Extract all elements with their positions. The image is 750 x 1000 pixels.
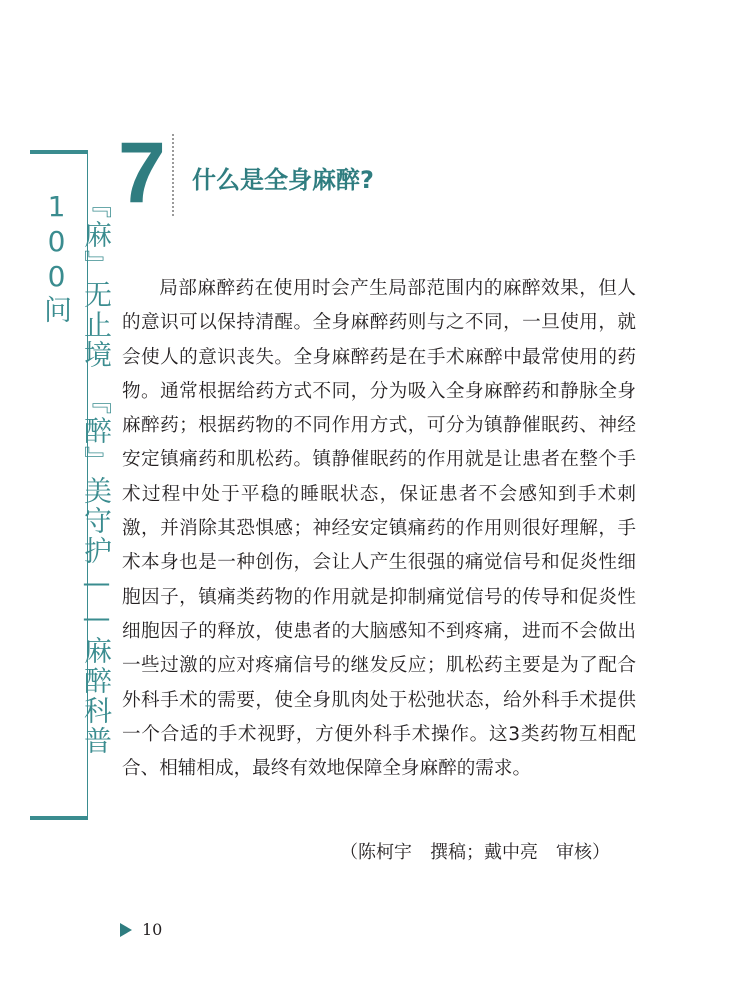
page-footer bbox=[120, 920, 162, 939]
page-number: 10 bbox=[142, 920, 163, 939]
spine-top-rule bbox=[30, 150, 88, 154]
body-paragraph: 局部麻醉药在使用时会产生局部范围内的麻醉效果，但人的意识可以保持清醒。全身麻醉药则与之不同，一旦使用，就会使人的意识丧失。全身麻醉药是在手术麻醉中最常使用的药物。通常根据给药方式不同，分为吸入全身麻醉药和静脉全身麻醉药；根据药物的不同作用方式，可分为镇静催眠药、神经安定镇痛药和肌松药。镇静催眠药的作用就是让患者在整个手术过程中处于平稳的睡眠状态，保证患者不会感知到手术刺激，并消除其恐惧感；神经安定镇痛药的作用则很好理解，手术本身也是一种创伤，会让人产生很强的痛觉信号和促炎性细胞因子，镇痛类药物的作用就是抑制痛觉信号的传导和促炎性细胞因子的释放，使患者的大脑感知不到疼痛，进而不会做出一些过激的应对疼痛信号的继发反应；肌松药主要是为了配合外科手术的需要，使全身肌肉处于松弛状态，给外科手术提供一个合适的手术视野，方便外科手术操作。这3类药物互相配合、相辅相成，最终有效地保障全身麻醉的需求。 bbox=[122, 278, 636, 780]
chapter-title: 什么是全身麻醉? bbox=[192, 166, 374, 194]
body-text bbox=[122, 272, 636, 786]
spine-title-band bbox=[30, 150, 113, 820]
chapter-number: 7 bbox=[118, 125, 166, 221]
chapter-divider bbox=[172, 134, 174, 216]
triangle-right-icon bbox=[120, 923, 132, 937]
author-credit: （陈柯宇 撰稿；戴中亮 审核） bbox=[340, 842, 610, 863]
book-series-title: 『麻』无止境 『醉』美守护——麻醉科普100问 bbox=[40, 190, 113, 756]
spine-bottom-rule bbox=[30, 816, 88, 820]
